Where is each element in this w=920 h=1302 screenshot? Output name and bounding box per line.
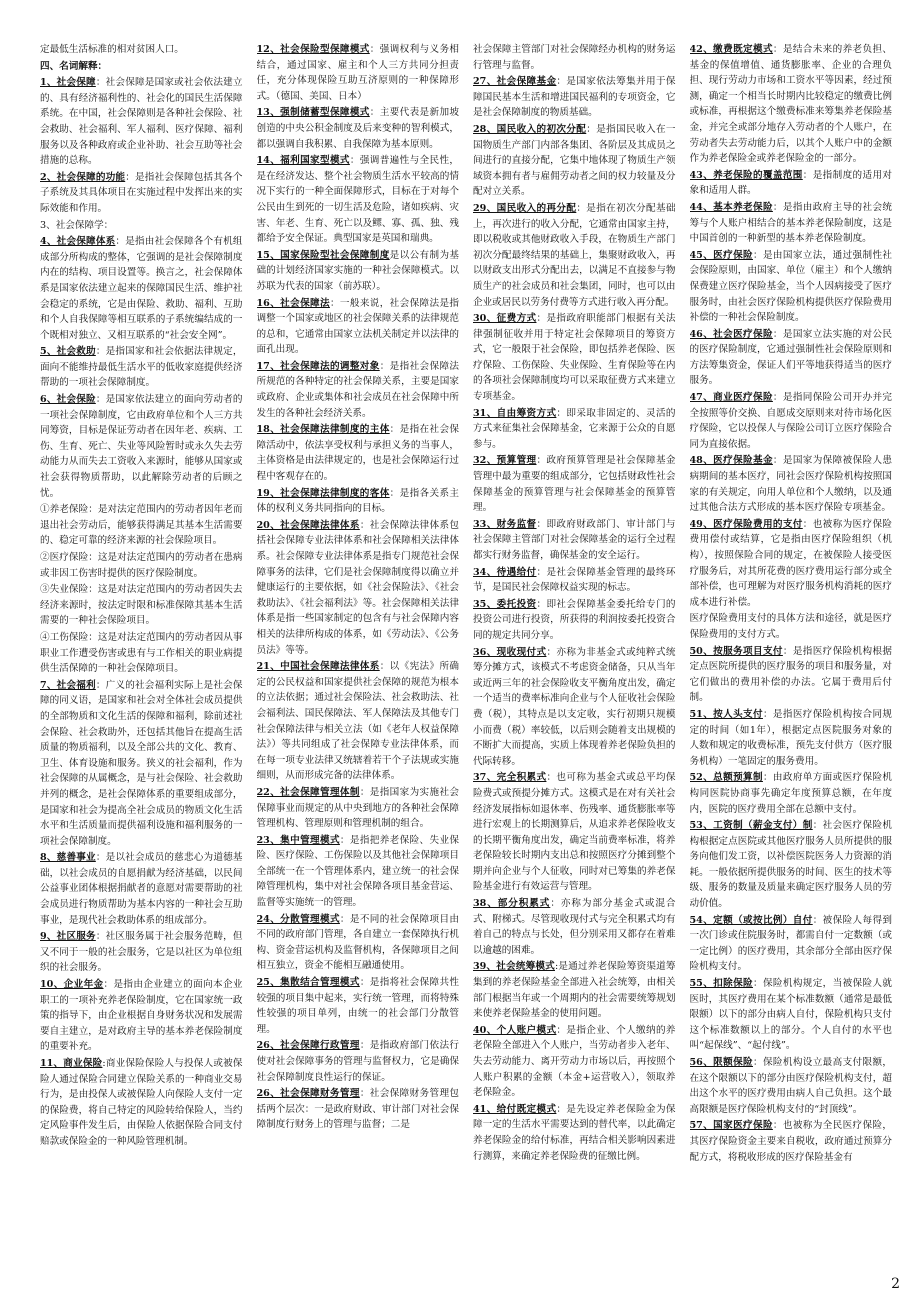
- definition-text: ：也被称为医疗保险费用偿付或结算，它是指由医疗保险组织（机构），按照保险合同的规定，在被保险人接受医疗服务后，对其所花费的医疗费用运行部分或全部补偿，也可理解为对医疗服务机构消耗的医疗成本进行补偿。: [689, 518, 892, 608]
- definition-text: ：是指制度的适用对象和适用人群。: [689, 169, 892, 197]
- definition-paragraph: [690, 1118, 893, 1165]
- section-heading: 四、名词解释：: [40, 60, 108, 72]
- term-heading: 29、国民收入的再分配: [473, 202, 577, 214]
- definition-text: 是以公有制为基础的计划经济国家实施的一种社会保障模式。以苏联为代表的国家（前苏联）。: [256, 249, 459, 292]
- definition-paragraph: [473, 597, 676, 644]
- definition-text: 医疗保险费用支付的具体方法和途径，就是医疗保险费用的支付方式。: [689, 613, 892, 640]
- definition-paragraph: [690, 390, 893, 452]
- term-heading: 19、社会保障法律制度的客体: [256, 487, 390, 499]
- definition-paragraph: [257, 659, 460, 784]
- term-heading: 36、现收现付式: [473, 646, 547, 658]
- definition-text: ：是指政府部门依法行使对社会保障事务的管理与监督权力，它是确保社会保障制度良性运行的保证。: [256, 1040, 459, 1083]
- definition-paragraph: [473, 201, 676, 310]
- document-page: [40, 42, 892, 1282]
- term-heading: 20、社会保障法律体系: [256, 519, 360, 531]
- term-heading: 14、福利国家型模式: [256, 155, 350, 167]
- term-heading: 8、慈善事业: [40, 852, 96, 864]
- term-heading: 41、给付既定模式: [473, 1103, 557, 1115]
- definition-paragraph: [40, 75, 243, 169]
- definition-text: ：亦称为非基金式或纯粹式统筹分摊方式，该模式不考虑资金储备，只从当年或近两三年的社会保险收支平衡角度出发，确定一个适当的费率标准向企业与个人征收社会保险费（税），其特点是以支定收，实行初期只规模小而费（税）率较低，以后则会随着支出规模的不断扩大而提高，实质上体现着养老保险负担的代际转移。: [473, 646, 676, 767]
- definition-paragraph: [40, 550, 243, 581]
- term-heading: 35、委托投资: [473, 598, 537, 610]
- term-heading: 30、征费方式: [473, 313, 537, 325]
- term-heading: 57、国家医疗保险: [689, 1120, 773, 1132]
- definition-text: ：是社会保障基金管理的最终环节，是国民社会保障权益实现的标志。: [473, 566, 676, 594]
- definition-paragraph: [257, 486, 460, 517]
- term-heading: 47、商业医疗保险: [689, 392, 773, 404]
- term-heading: 43、养老保险的覆盖范围: [689, 169, 803, 181]
- definition-text: ：是指由社会保障各个有机组成部分所构成的整体，它强调的是社会保障制度内在的结构、项目设置等。换言之，社会保障体系是国家依法建立起来的保障国民生活、维护社会稳定的系统，它是由保险、救助、福利、互助和个人自我保障等相互联系的子系统编结成的一个既相对独立、又相互联系的“社会安全网”。: [40, 236, 243, 341]
- definition-paragraph: [690, 818, 893, 912]
- definition-text: ：社会医疗保险机构根据定点医院或其他医疗服务人员所提供的服务向他们发工资，以补偿医院医务人力资源的消耗。一般依据所提供服务的时间、医生的技术等级、服务的数量及质量来确定医疗服务人员的劳动价值。: [689, 820, 892, 910]
- term-heading: 53、工资制（薪金支付）制: [689, 820, 813, 832]
- column-1: [40, 42, 243, 1282]
- definition-paragraph: [40, 170, 243, 217]
- term-heading: 18、社会保障法律制度的主体: [256, 424, 390, 436]
- definition-text: 社会保障主管部门对社会保障经办机构的财务运行管理与监督。: [473, 44, 676, 71]
- definition-paragraph: [473, 1102, 676, 1164]
- term-heading: 21、中国社会保障法律体系: [256, 661, 380, 673]
- definition-text: ：是国家依法建立的面向劳动者的一项社会保障制度，它由政府单位和个人三方共同筹资，目标是保证劳动者在因年老、疾病、工伤、生育、死亡、失业等风险暂时或永久失去劳动能力从而失去工资收入来源时，能够从国家或社会获得物质帮助，以此解除劳动者的后顾之忧。: [40, 394, 243, 499]
- definition-paragraph: [40, 850, 243, 928]
- definition-paragraph: [40, 630, 243, 677]
- definition-text: ：是国家立法实施的对公民的医疗保险制度，它通过强制性社会保险原则和方法筹集资金，保证人们平等地获得适当的医疗服务。: [689, 328, 892, 387]
- definition-text: 3、社会保障学：: [40, 219, 114, 231]
- definition-paragraph: [257, 912, 460, 974]
- term-heading: 50、按服务项目支付: [689, 645, 783, 657]
- definition-paragraph: [257, 42, 460, 104]
- definition-text: ：是指同保险公司开办并完全按照等价交换、自愿成交原则来对待市场化医疗保险，它以投保人与保险公司订立医疗保险合同为直接依据。: [689, 392, 892, 450]
- definition-text: ：亦称为部分基金式或混合式、附梯式。尽管现收现付式与完全积累式均有着自己的特点与长处，但分别采用又都存在着难以逾越的困难。: [473, 898, 676, 956]
- definition-text: ：政府预算管理是社会保障基金管理中最为重要的组成部分，它包括财政性社会保障基金的预算管理与社会保障基金的预算管理。: [473, 455, 676, 514]
- term-heading: 1、社会保障: [40, 77, 96, 89]
- definition-text: ：是以社会成员的慈悲心为道德基础，以社会成员的自愿捐献为经济基础，以民间公益事业团体根据捐献者的意愿对需要帮助的社会成员进行物质帮助为基本内容的一种社会互助事业，是现代社会救助体系的组成部分。: [40, 852, 243, 926]
- definition-text: ：主要代表是新加坡创造的中央公积金制度及后来变种的智利模式，都以强调自我积累、自我保障为基本原则。: [256, 107, 459, 150]
- term-heading: 42、缴费既定模式: [689, 44, 773, 55]
- definition-paragraph: [690, 517, 893, 611]
- definition-text: ：以《宪法》所确定的公民权益和国家提供社会保障的规范为根本的立法依据；通过社会保险法、社会救助法、社会福利法、国民保障法、军人保障法及其他专门社会保障法律与相关立法（如《老年人权益保障法》）等共同组成了社会保障专业法律体系，而在每一项专业法律又统辖着若干个子法规或实施细则，从而形成完备的法律体系。: [256, 661, 459, 782]
- definition-paragraph: [40, 502, 243, 549]
- definition-paragraph: [473, 896, 676, 958]
- term-heading: 48、医疗保险基金: [689, 455, 773, 467]
- definition-text: ：是先设定养老保险金为保障一定的生活水平需要达到的替代率，以此确定养老保险金的给付标准，再结合相关影响因素进行测算，来确定养老保险费的征缴比例。: [473, 1103, 676, 1162]
- definition-paragraph: [690, 327, 893, 389]
- definition-text: ②医疗保险：这是对法定范围内的劳动者在患病或非因工伤害时提供的医疗保险制度。: [40, 552, 243, 579]
- definition-paragraph: [257, 1038, 460, 1085]
- term-heading: 7、社会福利: [40, 679, 96, 691]
- definition-text: ：是指将社会保障共性较强的项目集中起来，实行统一管理，而将特殊性较强的项目单列，由统一的社会部门分散管理。: [256, 977, 459, 1035]
- definition-text: ：也可称为基金式或总平均保险费式或预提分摊方式。这模式是在对有关社会经济发展指标如退休率、伤残率、通货膨胀率等进行宏观上的长期测算后，从追求养老保险收支的长期平衡角度出发，确定当前费率标准，将养老保险较长时期内支出总和按照医疗分摊到整个期并向企业与个人征收，同时对已筹集的养老保险基金进行有效运营与管理。: [473, 772, 676, 893]
- definition-paragraph: [690, 453, 893, 515]
- definition-text: :商业保险保险人与投保人或被保险人通过保险合同建立保险关系的一种商业交易行为，是由投保人或被保险人向保险人支付一定的保险费，将自己特定的风险转给保险人，当约定风险事件发生后，由保险人依据保险合同支付赔款或保险金的一种风险管理机制。: [40, 1058, 243, 1147]
- term-heading: 2、社会保障的功能: [40, 171, 126, 183]
- term-heading: 34、待遇给付: [473, 566, 537, 578]
- definition-paragraph: [473, 453, 676, 515]
- definition-paragraph: [690, 42, 893, 167]
- definition-paragraph: [40, 59, 243, 75]
- term-heading: 6、社会保险: [40, 394, 96, 406]
- term-heading: 12、社会保险型保障模式: [256, 44, 370, 55]
- definition-text: ：是指企业、个人缴纳的养老保险全部进入个人账户，当劳动者步入老年、失去劳动能力、离开劳动力市场以后，再按照个人账户积累的金额（本金+运营收入），领取养老保险金。: [473, 1024, 676, 1099]
- definition-paragraph: [690, 644, 893, 706]
- definition-paragraph: [40, 392, 243, 501]
- definition-text: ：是指国家和社会依据法律规定，面向不能维持最低生活水平的低收家庭提供经济帮助的一项社会保障制度。: [40, 346, 243, 389]
- definition-text: ：是国家依法筹集并用于保障国民基本生活和增进国民福利的专项资金，它是社会保障制度的物质基础。: [473, 76, 676, 119]
- definition-text: ：强调普遍性与全民性，是在经济发达、整个社会物质生活水平较高的情况下实行的一种全面保障形式，目标在于对每个公民由生到死的一切生活及危险，诸如疾病、灾害、年老、生育、死亡以及鳏、寡、孤、独、残都给予安全保证。典型国家是英国和瑞典。: [256, 155, 459, 245]
- definition-paragraph: [473, 959, 676, 1021]
- term-heading: 40、个人账户模式: [473, 1024, 557, 1036]
- definition-paragraph: [473, 406, 676, 453]
- term-heading: 26、社会保障行政管理: [256, 1040, 360, 1052]
- definition-text: ：是指在初次分配基础上，再次进行的收入分配，它通常由国家主持，即以税收或其他财政收入手段，在物质生产部门初次分配最终结果的基础上，集聚财政收入，再以财政支出形式分配出去，以满足不直接参与物质生产的社会成员和社会集团，同时，也可以由企业或居民以劳务付费等方式进行收入再分配。: [473, 202, 676, 308]
- definition-paragraph: [473, 770, 676, 895]
- definition-text: 定最低生活标准的相对贫困人口。: [40, 44, 184, 55]
- definition-text: ：被保险人每得到一次门诊或住院服务时，都需自付一定数额（或一定比例）的医疗费用，其余部分全部由医疗保险机构支付。: [689, 914, 892, 973]
- definition-text: ③失业保险：这是对法定范围内的劳动者因失去经济来源时，按法定时限和标准保障其基本生活需要的一种社会保险项目。: [40, 584, 243, 627]
- definition-paragraph: [40, 218, 243, 234]
- definition-paragraph: [690, 248, 893, 326]
- definition-text: ：是指社会保障法所规范的各种特定的社会保障关系，主要是国家或政府、企业或集体和社会成员在社会保障中所发生的各种社会经济关系。: [256, 360, 459, 419]
- column-3: [473, 42, 676, 1282]
- definition-paragraph: [473, 517, 676, 564]
- column-4: [690, 42, 893, 1282]
- term-heading: 51、按人头支付: [689, 708, 763, 720]
- term-heading: 10、企业年金: [40, 979, 104, 991]
- definition-paragraph: [473, 122, 676, 200]
- definition-paragraph: [40, 234, 243, 343]
- term-heading: 27、社会保障基金: [473, 76, 557, 88]
- definition-text: ：社区服务属于社会服务范畴，但又不同于一般的社会服务，它是以社区为单位组织的社会服务。: [40, 931, 243, 974]
- definition-text: ：是指把养老保险、失业保险、医疗保险、工伤保险以及其他社会保障项目全部统一在一个管理体系内，建立统一的社会保障管理机构，集中对社会保障各项目基金营运、监督等实施统一的管理。: [256, 834, 459, 909]
- definition-text: ：保险机构设立最高支付限额，在这个限额以下的部分由医疗保险机构支付，超出这个水平的医疗费用由病人自己负担。这个最高限额是医疗保险机构支付的“封顶线”。: [689, 1057, 892, 1115]
- definition-text: ：是由国家立法，通过强制性社会保险原则，由国家、单位（雇主）和个人缴纳保费建立医疗保险基金，当个人因病接受了医疗服务时，由社会医疗保险机构提供医疗保险费用补偿的一种社会保险制度。: [689, 249, 892, 324]
- term-heading: 46、社会医疗保险: [689, 328, 773, 340]
- definition-paragraph: [690, 200, 893, 247]
- definition-text: ：是指国家为实施社会保障事业而规定的从中央到地方的各种社会保障管理机构、管理原则和管理机制的组合。: [256, 786, 459, 830]
- definition-paragraph: [257, 296, 460, 358]
- term-heading: 13、强制储蓄型保障模式: [256, 107, 370, 119]
- term-heading: 16、社会保障法: [256, 297, 330, 309]
- definition-text: ：是指政府职能部门根据有关法律强制征收并用于特定社会保障项目的筹资方式，它一般限于社会保险，即包括养老保险、医疗保险、工伤保险、失业保险、生育保险等在内的各项社会保障制度均可以采取征费方式来建立专项基金。: [473, 313, 676, 403]
- term-heading: 31、自由筹资方式: [473, 407, 557, 419]
- term-heading: 49、医疗保险费用的支付: [689, 518, 803, 530]
- definition-paragraph: [257, 1086, 460, 1133]
- column-2: [257, 42, 460, 1282]
- term-heading: 22、社会保障管理体制: [256, 786, 360, 798]
- definition-text: ：即政府财政部门、审计部门与社会保障主管部门对社会保障基金的运行全过程都实行财务监督，确保基金的安全运行。: [473, 518, 676, 561]
- definition-paragraph: [257, 975, 460, 1037]
- definition-paragraph: [690, 1055, 893, 1117]
- definition-text: ：是指由企业建立的面向本企业职工的一项补充养老保险制度，它在国家统一政策的指导下，由企业根据自身财务状况和发展需要自主建立，是对政府主导的基本养老保险制度的重要补充。: [40, 979, 243, 1053]
- term-heading: 25、集散结合管理模式: [256, 977, 360, 989]
- definition-text: ：是结合未来的养老负担、基金的保值增值、通货膨胀率、企业的合理负担、现行劳动力市场和工资水平等因素，经过预测，确定一个相当长时期内比较稳定的缴费比例或标准，再根据这个缴费标准来筹集养老保险基金，并完全或部分地存入劳动者的个人账户，在劳动者失去劳动能力后，以其个人账户中的金额作为养老保险金或养老保险金的一部分。: [689, 44, 892, 165]
- term-heading: 4、社会保障体系: [40, 236, 116, 248]
- definition-text: ①养老保险：是对法定范围内的劳动者因年老而退出社会劳动后，能够获得满足其基本生活需要的、稳定可靠的经济来源的社会保险项目。: [40, 504, 243, 547]
- term-heading: 17、社会保障法的调整对象: [256, 360, 380, 372]
- term-heading: 37、完全积累式: [473, 772, 547, 784]
- definition-text: ：是不同的社会保障项目由不同的政府部门管理，各自建立一套保障执行机构、资金营运机构及监督机构，各保障项目之间相互独立，资金不能相互融通使用。: [256, 913, 459, 972]
- definition-paragraph: [257, 359, 460, 421]
- definition-paragraph: [40, 344, 243, 391]
- definition-paragraph: [690, 707, 893, 769]
- term-heading: 23、集中管理模式: [256, 834, 340, 846]
- definition-paragraph: [257, 785, 460, 832]
- definition-text: ：是国家为保障被保险人患病期间的基本医疗，同社会医疗保险机构按照国家的有关规定，向用人单位和个人缴纳，以及通过其他合法方式形成的基本医疗保险专项基金。: [689, 455, 892, 514]
- definition-text: ：社会保障法律体系包括社会保障专业法律体系和社会保障相关法律体系。社会保障专业法律体系是指专门规范社会保障事务的法律，它们是社会保障制度得以确立并健康运行的主要依据，如《社会保险法》、《社会救助法》、《社会福利法》等。社会保障相关法律体系是指一些国家制定的包含有与社会保障内容相关的法律所构成的体系，如《劳动法》、《公务员法》等等。: [256, 519, 459, 656]
- definition-text: ：即社会保障基金委托给专门的投资公司进行投资，所获得的利润按委托投资合同的规定共同分享。: [473, 598, 676, 641]
- definition-paragraph: [40, 977, 243, 1055]
- definition-paragraph: [40, 678, 243, 850]
- definition-text: ：是指国民收入在一国物质生产部门内部各集团、各阶层及其成员之间进行的直接分配，它集中地体现了物质生产领域资本拥有者与雇佣劳动者之间的权力较量及分配对立关系。: [473, 123, 676, 198]
- definition-text: ：是指各关系主体的权利义务共同指向的目标。: [256, 487, 459, 515]
- definition-paragraph: [40, 582, 243, 629]
- definition-text: ：社会保障是国家或社会依法建立的、具有经济福利性的、社会化的国民生活保障系统。在中国，社会保障则是各种社会保险、社会救助、社会福利、军人福利、医疗保障、福利服务以及各种政府或企业补助、社会互助等社会措施的总称。: [40, 77, 243, 167]
- definition-paragraph: [690, 976, 893, 1054]
- definition-text: :是通过养老保险筹资渠道筹集到的养老保险基金全部进入社会统筹，由相关部门根据当年或一个周期内的社会需要统筹规划来使养老保险基金的使用问题。: [473, 961, 676, 1020]
- term-heading: 26、社会保障财务管理: [256, 1088, 360, 1100]
- definition-text: ：强调权利与义务相结合，通过国家、雇主和个人三方共同分担责任，充分体现保险互助互济原则的一种保障形式。（德国、美国、日本）: [256, 44, 459, 102]
- definition-paragraph: [257, 833, 460, 911]
- definition-text: ：广义的社会福利实际上是社会保障的同义语，是国家和社会对全体社会成员提供的全部物质和文化生活的保障和福利，除前述社会保险、社会救助外，还包括其他旨在提高生活质量的物质福利，以及全部公共的文化、教育、卫生、体育设施和服务。狭义的社会福利，作为社会保障的从属概念，是与社会保险、社会救助并列的概念，是社会保障体系的重要组成部分，是国家和社会为提高全社会成员的物质文化生活水平和生活质量而提供福利设施和福利服务的一项社会保障制度。: [40, 679, 243, 847]
- definition-paragraph: [690, 913, 893, 975]
- term-heading: 38、部分积累式: [473, 898, 551, 910]
- definition-paragraph: [257, 153, 460, 247]
- term-heading: 54、定额（或按比例）自付: [689, 914, 813, 926]
- definition-paragraph: [690, 611, 893, 642]
- definition-paragraph: [473, 42, 676, 73]
- definition-text: ：社会保障财务管理包括两个层次：一是政府财政、审计部门对社会保障制度行财务上的管理与监督；二是: [256, 1088, 459, 1131]
- definition-text: ：是指由政府主导的社会统筹与个人账户相结合的基本养老保险制度，这是中国首创的一种新型的基本养老保险制度。: [689, 201, 892, 245]
- term-heading: 33、财务监督: [473, 518, 537, 530]
- definition-text: ：一般来说，社会保障法是指调整一个国家或地区的社会保障关系的法律规范的总和，它通常由国家立法机关制定并以法律的面孔出现。: [256, 297, 459, 356]
- definition-text: ：是指在社会保障活动中，依法享受权利与承担义务的当事人，主体资格是由法律规定的，也是社会保障运行过程中客观存在的。: [256, 424, 459, 483]
- definition-paragraph: [690, 770, 893, 817]
- definition-paragraph: [473, 565, 676, 596]
- definition-text: ：也被称为全民医疗保险，其医疗保险资金主要来自税收，政府通过预算分配方式，将税收形成的医疗保险基金有: [689, 1120, 892, 1163]
- definition-paragraph: [257, 105, 460, 152]
- term-heading: 44、基本养老保险: [689, 201, 773, 213]
- definition-paragraph: [40, 1056, 243, 1150]
- definition-text: ：是指医疗保险机构按合同规定的时间（如1年），根据定点医院服务对象的人数和规定的收费标准，预先支付供方（医疗服务机构）一笔固定的服务费用。: [689, 708, 892, 767]
- term-heading: 56、限额保险: [689, 1057, 753, 1068]
- term-heading: 15、国家保险型社会保障制度: [256, 249, 390, 261]
- term-heading: 9、社区服务: [40, 931, 96, 943]
- definition-text: ：保险机构规定，当被保险人就医时，其医疗费用在某个标准数额（通常是最低限额）以下的部分由病人自付，保险机构只支付这个标准数额以上的部分。个人自付的水平也叫“起保线”、“起付线”。: [689, 978, 892, 1052]
- term-heading: 24、分散管理模式: [256, 913, 340, 925]
- term-heading: 32、预算管理: [473, 455, 537, 467]
- definition-paragraph: [473, 1023, 676, 1101]
- definition-paragraph: [257, 248, 460, 295]
- definition-text: ：即采取非固定的、灵活的方式来征集社会保障基金，它来源于公众的自愿参与。: [473, 407, 676, 450]
- definition-paragraph: [40, 929, 243, 976]
- term-heading: 45、医疗保险: [689, 249, 753, 261]
- definition-paragraph: [257, 518, 460, 658]
- term-heading: 39、社会统筹模式: [473, 961, 555, 973]
- definition-paragraph: [473, 311, 676, 405]
- term-heading: 28、国民收入的初次分配: [473, 123, 587, 135]
- definition-paragraph: [473, 645, 676, 770]
- term-heading: 52、总额预算制: [689, 772, 763, 784]
- term-heading: 55、扣除保险: [689, 978, 753, 990]
- page-number: 2: [891, 1276, 900, 1292]
- definition-text: ：是指社会保障包括其各个子系统及其具体项目在实施过程中发挥出来的实际效能和作用。: [40, 171, 243, 214]
- definition-paragraph: [40, 42, 243, 58]
- term-heading: 11、商业保险: [40, 1058, 103, 1069]
- definition-text: ④工伤保险：这是对法定范围内的劳动者因从事职业工作遭受伤害或患有与工作相关的职业病提供生活保障的一种社会保障项目。: [40, 631, 243, 675]
- definition-paragraph: [690, 168, 893, 199]
- term-heading: 5、社会救助: [40, 346, 96, 358]
- definition-text: ：是指医疗保险机构根据定点医院所提供的医疗服务的项目和服务量，对它们做出的费用补偿的办法。它属于费用后付制。: [689, 645, 892, 704]
- definition-paragraph: [473, 74, 676, 121]
- definition-text: ：由政府单方面或医疗保险机构同医院协商事先确定年度预算总额，在年度内，医院的医疗费用全部在总额中支付。: [689, 772, 892, 815]
- definition-paragraph: [257, 422, 460, 484]
